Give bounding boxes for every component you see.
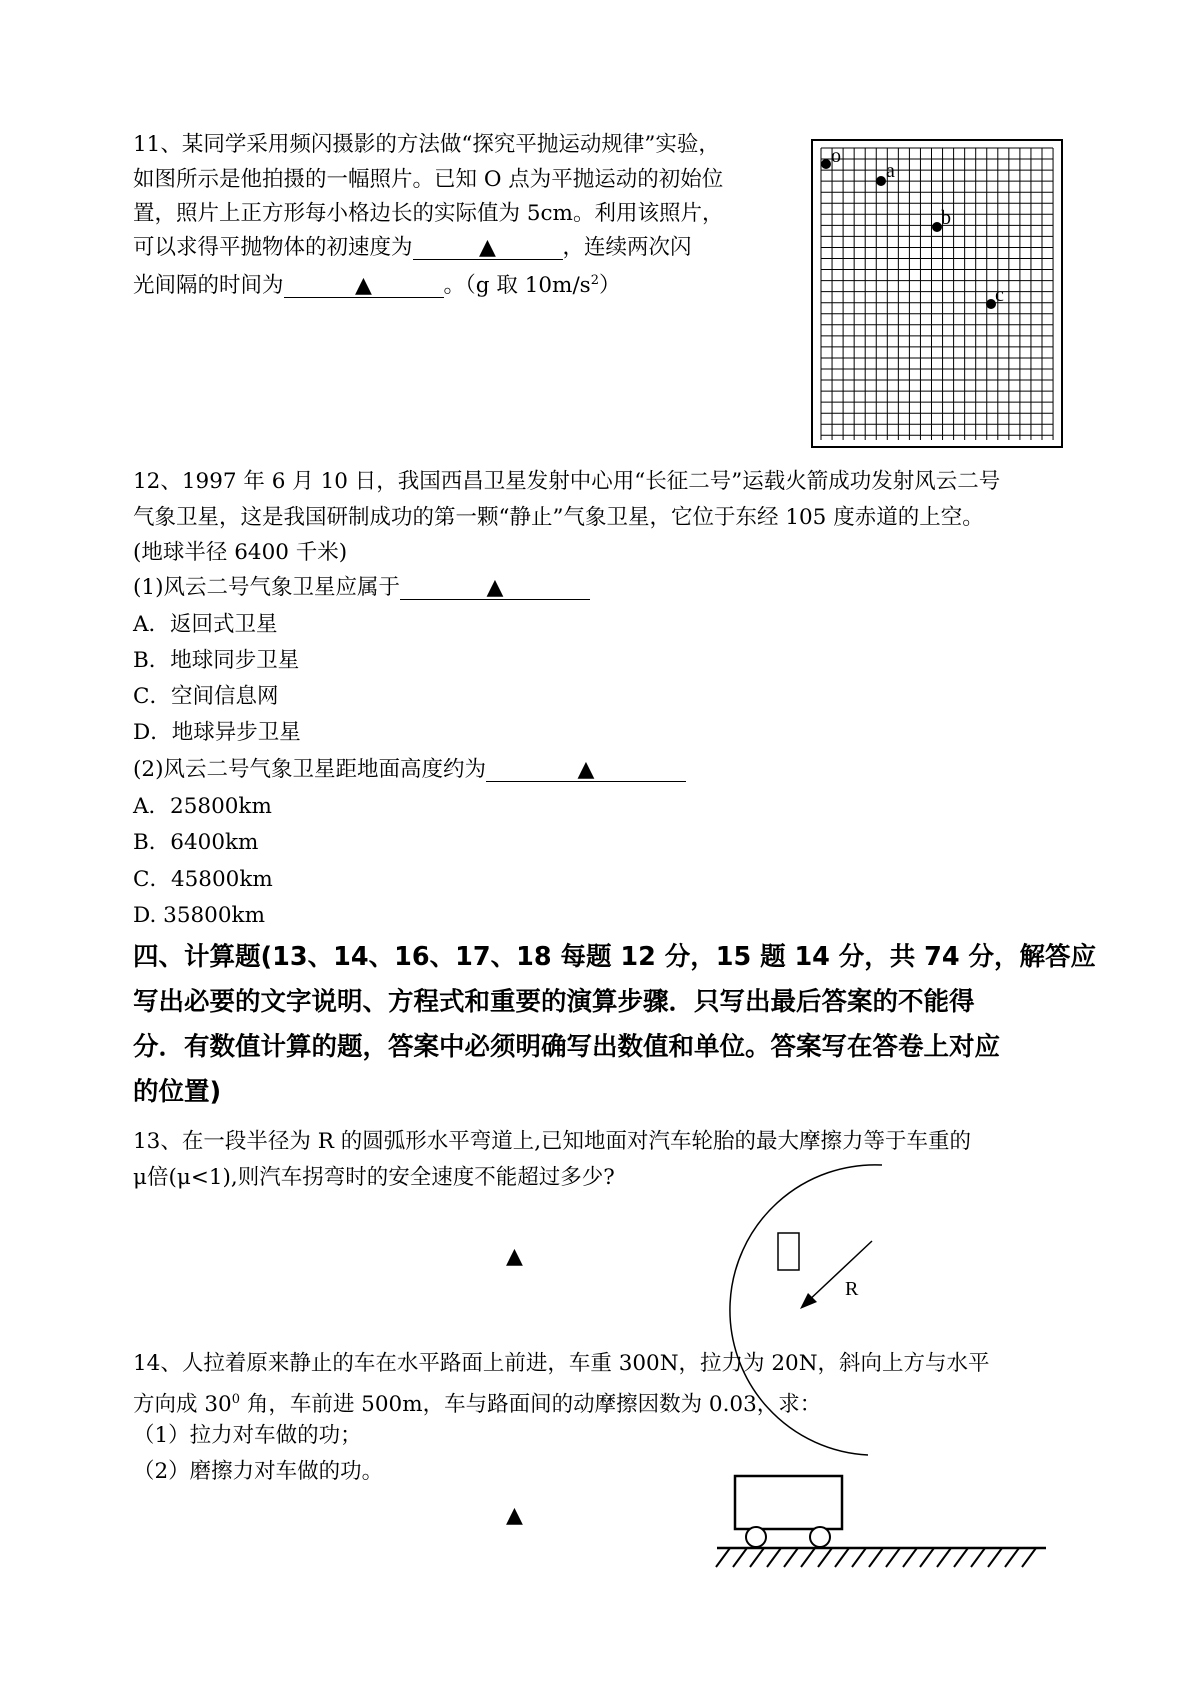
hatch-line: [886, 1548, 900, 1567]
hatch-line: [716, 1548, 730, 1567]
q11-line-5-unit: 。（g 取 10m/s: [443, 273, 591, 299]
hatch-line: [835, 1548, 849, 1567]
q11-line-4-end: ，连续两次闪: [562, 235, 692, 260]
hatch-line: [903, 1548, 917, 1567]
hatch-line: [954, 1548, 968, 1567]
q12-line-1: 12、1997 年 6 月 10 日，我国西昌卫星发射中心用“长征二号”运载火箭成功发射风云二号: [133, 469, 1001, 494]
hatch-line: [1022, 1548, 1036, 1567]
q11-line-3: 置，照片上正方形每小格边长的实际值为 5cm。利用该照片，: [133, 201, 724, 226]
hatch-line: [937, 1548, 951, 1567]
section4-line-3: 分．有数值计算的题，答案中必须明确写出数值和单位。答案写在答卷上对应: [133, 1032, 1001, 1062]
q12-sub2-text: (2)风云二号气象卫星距地面高度约为: [133, 757, 486, 782]
q11-line-5-text: 光间隔的时间为: [133, 273, 284, 299]
section4-line-2: 写出必要的文字说明、方程式和重要的演算步骤．只写出最后答案的不能得: [133, 987, 975, 1017]
answer-marker: ▲: [506, 1503, 523, 1528]
answer-marker: ▲: [486, 575, 504, 600]
q12-line-3: (地球半径 6400 千米): [133, 540, 348, 565]
answer-marker: ▲: [577, 757, 595, 782]
q14-line-2-start: 方向成 30: [133, 1392, 232, 1418]
q12-option-b: B．地球同步卫星: [133, 648, 300, 673]
hatch-line: [818, 1548, 832, 1567]
hatch-line: [869, 1548, 883, 1567]
hatch-line: [1005, 1548, 1019, 1567]
q13-line-1: 13、在一段半径为 R 的圆弧形水平弯道上,已知地面对汽车轮胎的最大摩擦力等于车重的: [133, 1129, 972, 1154]
q11-line-2: 如图所示是他拍摄的一幅照片。已知 O 点为平抛运动的初始位: [133, 167, 724, 192]
q12-option2-c: C．45800km: [133, 867, 273, 892]
q11-line-1: 11、某同学采用频闪摄影的方法做“探究平抛运动规律”实验，: [133, 132, 720, 157]
cart-wheel-left: [746, 1527, 766, 1547]
hatch-line: [767, 1548, 781, 1567]
section4-line-4: 的位置): [133, 1077, 222, 1107]
hatch-line: [971, 1548, 985, 1567]
q12-option-c: C．空间信息网: [133, 684, 279, 709]
q14-superscript: 0: [231, 1392, 240, 1407]
answer-marker: ▲: [355, 273, 372, 299]
label-a: a: [886, 160, 895, 182]
hatch-line: [750, 1548, 764, 1567]
answer-marker: ▲: [506, 1244, 523, 1269]
q14-line-1: 14、人拉着原来静止的车在水平路面上前进，车重 300N，拉力为 20N，斜向上方与水平: [133, 1351, 990, 1376]
hatch-line: [852, 1548, 866, 1567]
q14-sub1: （1）拉力对车做的功；: [133, 1423, 362, 1448]
cart-body: [735, 1476, 842, 1529]
hatch-line: [801, 1548, 815, 1567]
answer-marker: ▲: [479, 235, 496, 260]
cart-wheel-right: [810, 1527, 830, 1547]
q11-line-4-text: 可以求得平抛物体的初速度为: [133, 235, 413, 260]
q12-option-a: A．返回式卫星: [133, 612, 278, 637]
ground-hatching: [716, 1548, 1036, 1567]
q12-option2-b: B．6400km: [133, 830, 259, 855]
q14-sub2: （2）磨擦力对车做的功。: [133, 1459, 384, 1484]
label-b: b: [941, 207, 951, 229]
q12-option2-d: D. 35800km: [133, 903, 265, 928]
q11-line-5-end: ）: [599, 273, 621, 299]
q11-superscript: 2: [590, 273, 600, 288]
q12-option-d: D．地球异步卫星: [133, 720, 301, 745]
hatch-line: [784, 1548, 798, 1567]
q12-line-2: 气象卫星，这是我国研制成功的第一颗“静止”气象卫星，它位于东经 105 度赤道的上空。: [133, 505, 984, 530]
radius-label: R: [845, 1278, 859, 1300]
q13-line-2: μ倍(μ<1),则汽车拐弯时的安全速度不能超过多少?: [133, 1165, 615, 1190]
q12-sub1-text: (1)风云二号气象卫星应属于: [133, 575, 400, 600]
hatch-line: [733, 1548, 747, 1567]
section4-line-1: 四、计算题(13、14、16、17、18 每题 12 分，15 题 14 分，共 74 分，解答应: [133, 942, 1097, 972]
q12-option2-a: A．25800km: [133, 794, 272, 819]
label-o: o: [831, 145, 841, 167]
label-c: c: [995, 284, 1004, 306]
hatch-line: [988, 1548, 1002, 1567]
hatch-line: [920, 1548, 934, 1567]
q14-line-2-end: 角，车前进 500m，车与路面间的动摩擦因数为 0.03，求：: [239, 1392, 822, 1418]
